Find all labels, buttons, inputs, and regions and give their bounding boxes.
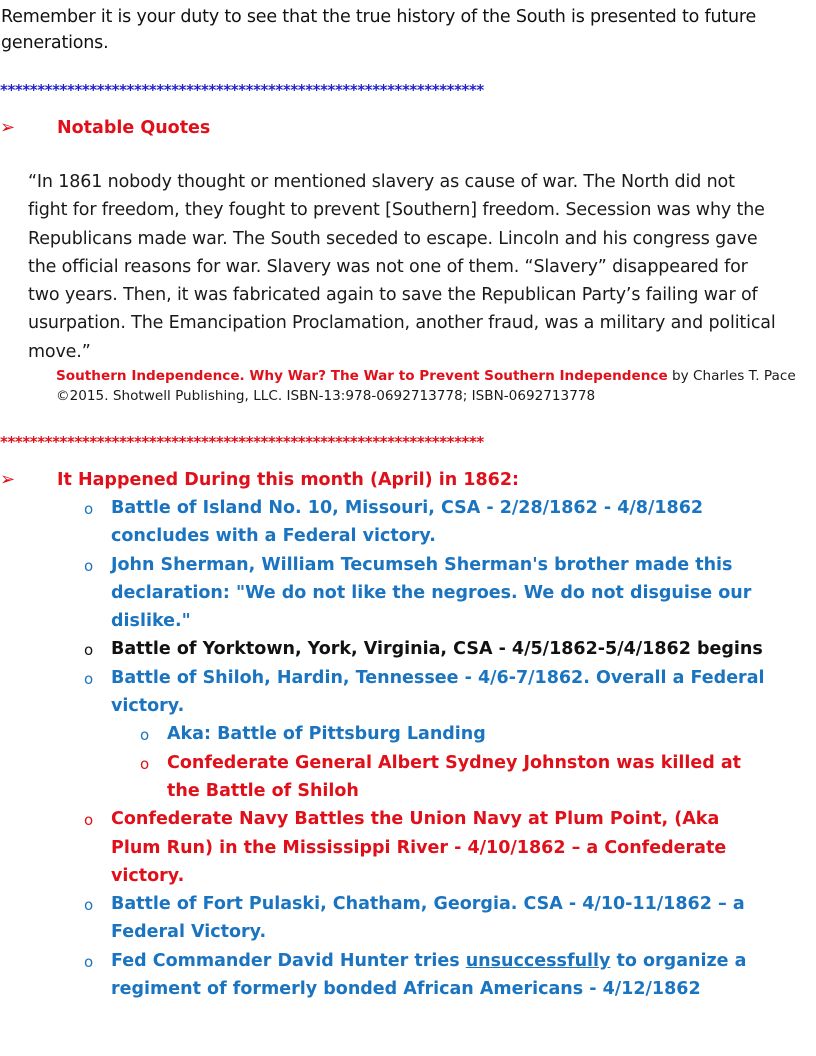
section-title: Notable Quotes [57,118,211,138]
circle-bullet-icon: o [84,952,94,971]
list-item: o Fed Commander David Hunter tries unsuccessfully to organize a regiment of formerly bonded African Americans - 4/12/1862 [0,947,771,1004]
circle-bullet-icon: o [84,896,94,915]
sub-list-item: o Confederate General Albert Sydney Johnston was killed at the Battle of Shiloh [0,749,747,806]
notable-quote: “In 1861 nobody thought or mentioned slavery as cause of war. The North did not fight for freedom, they fought to prevent [Southern] freedom. Secession was why the Republicans made war. The South seceded to escape. Lincoln and his congress gave the official reasons for war. Slavery was not one of them. “Slavery” disappeared for two years. Then, it was fabricated again to save the Republican Party’s failing war of usurpation. The Emancipation Proclamation, another fraud, was a military and political move.” [28,172,776,362]
underlined-word: unsuccessfully [465,950,611,971]
circle-bullet-icon: o [84,556,94,575]
arrow-bullet-icon: ➢ [0,117,16,138]
list-item: o Battle of Yorktown, York, Virginia, CSA - 4/5/1862-5/4/1862 begins [0,635,771,663]
list-item: o John Sherman, William Tecumseh Sherman's brother made this declaration: "We do not like the negroes. We do not disguise our dislike." [0,551,771,636]
intro-paragraph: Remember it is your duty to see that the true history of the South is presented to future generations. [1,7,757,53]
arrow-bullet-icon: ➢ [0,469,16,490]
circle-bullet-icon: o [140,754,150,773]
circle-bullet-icon: o [84,811,94,830]
section-title: It Happened During this month (April) in 1862: [57,470,519,490]
circle-bullet-icon: o [84,641,94,660]
april-events-list [0,494,816,1003]
list-item: o Confederate Navy Battles the Union Navy at Plum Point, (Aka Plum Run) in the Mississippi River - 4/10/1862 – a Confederate victory. [0,805,771,890]
circle-bullet-icon: o [84,500,94,518]
circle-bullet-icon: o [84,669,94,688]
separator-red: ***************************************************************** [0,433,484,451]
list-item: o Battle of Island No. 10, Missouri, CSA - 2/28/1862 - 4/8/1862 concludes with a Federal victory. [0,494,771,551]
circle-bullet-icon: o [140,726,150,745]
list-item: o Battle of Shiloh, Hardin, Tennessee - 4/6-7/1862. Overall a Federal victory. [0,664,771,721]
book-title: Southern Independence. Why War? The War to Prevent Southern Independence [56,368,668,384]
list-item: o Battle of Fort Pulaski, Chatham, Georgia. CSA - 4/10-11/1862 – a Federal Victory. [0,890,771,947]
separator-blue: ***************************************************************** [0,81,484,99]
sub-list-item: o Aka: Battle of Pittsburg Landing [0,720,747,748]
quote-citation [56,366,796,406]
book-author: by Charles T. Pace [667,368,796,384]
book-publisher: ©2015. Shotwell Publishing, LLC. ISBN-13:978-0692713778; ISBN-0692713778 [56,388,596,404]
